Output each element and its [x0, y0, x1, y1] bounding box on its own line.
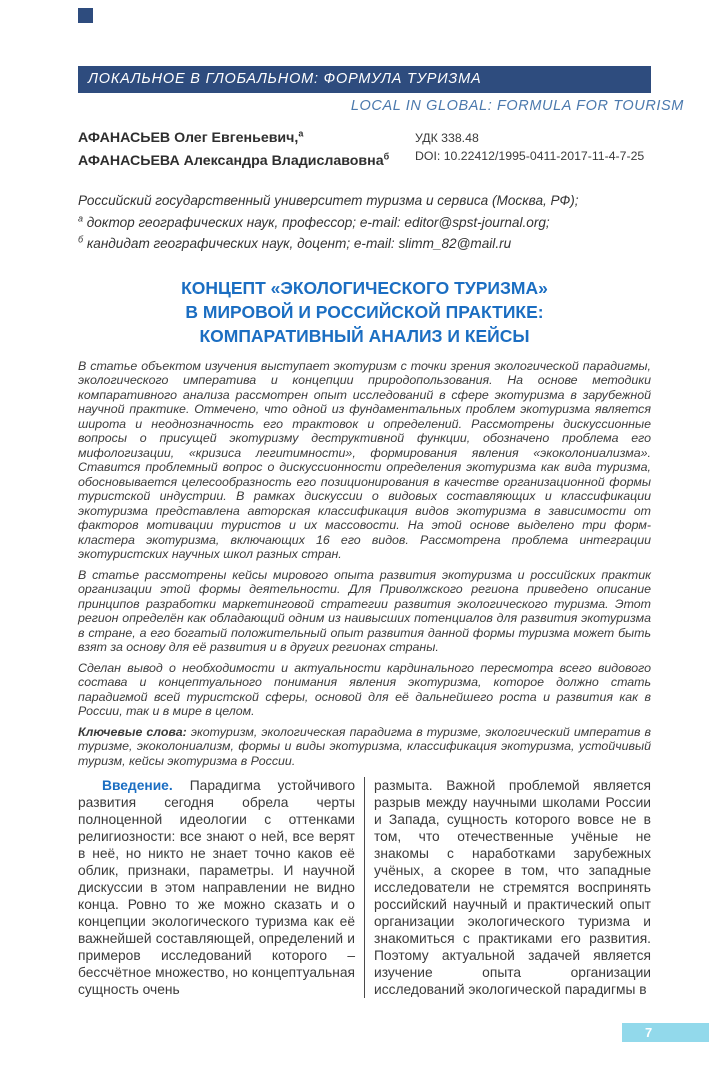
body-paragraph	[78, 777, 355, 998]
section-title-ru: ЛОКАЛЬНОЕ В ГЛОБАЛЬНОМ: ФОРМУЛА ТУРИЗМА	[88, 71, 482, 87]
affiliation-note: $^а$ доктор географических наук, профессор; e-mail: editor@spst-journal.org;	[78, 212, 550, 230]
body-columns	[78, 777, 651, 998]
body-text-right: размыта. Важной проблемой является разрыв между научными школами России и Запада, сущность которого вовсе не в том, что отечественные учёные не знакомы с наработками зарубежных учёных, а скорее в том, что западные исследователи не стремятся воспринять российский научный и практический опыт организации экологического туризма и знакомиться с практиками его развития. Поэтому актуальной задачей является изучение опыта организации исследований экологической парадигмы в	[374, 778, 651, 997]
section-banner	[78, 66, 651, 93]
keywords-paragraph	[78, 725, 651, 769]
author-line: АФАНАСЬЕВА Александра Владиславовна$^б$	[78, 151, 390, 169]
paper-title	[78, 276, 651, 348]
keywords-label: Ключевые слова:	[78, 724, 187, 739]
page-number-badge	[622, 1023, 709, 1042]
paper-title-line: КОНЦЕПТ «ЭКОЛОГИЧЕСКОГО ТУРИЗМА»	[181, 277, 548, 298]
abstract-paragraph: В статье объектом изучения выступает экотуризм с точки зрения экологической парадигмы, экологического императива и концепции природопользования. На основе методики компаративного анализа рассмотрен опыт исследований в сфере экотуризма в зарубежной научной практике. Отмечено, что одной из фундаментальных проблем экотуризма является широта и неоднозначность его трактовок и определений. Рассмотрены дискуссионные вопросы о присущей экотуризму деструктивной функции, обозначено проблема его мифологизации, «кризиса легитимности», формирования явления «экоколониализма». Ставится проблемный вопрос о дискуссионности определения экотуризма как вида туризма, обосновывается целесообразность его позиционирования в качестве организационной формы туристской индустрии. В рамках дискуссии о видовых составляющих и классификации экотуризма представлена авторская классификация видов экотуризма в зависимости от факторов мотивации туристов и их массовости. На этой основе выделено три форм-кластера экотуризма, включающих 16 его видов. Рассмотрена проблема интеграции экотуристских научных школ разных стран.	[78, 358, 651, 561]
abstract-paragraph: Сделан вывод о необходимости и актуальности кардинального пересмотра всего видового состава и концептуального понимания явления экотуризма, которое должно стать парадигмой всей туристской сферы, основой для её дальнейшего роста и развития как в России, так и в мире в целом.	[78, 660, 651, 718]
introduction-heading: Введение.	[102, 778, 173, 793]
paper-title-line: КОМПАРАТИВНЫЙ АНАЛИЗ И КЕЙСЫ	[199, 325, 530, 346]
affiliation-note: $^б$ кандидат географических наук, доцент; e-mail: slimm_82@mail.ru	[78, 234, 512, 251]
article-header	[78, 127, 651, 173]
section-title-en: LOCAL IN GLOBAL: FORMULA FOR TOURISM	[350, 98, 684, 114]
corner-accent-square	[78, 8, 93, 23]
author-affil-mark: а	[298, 128, 304, 139]
author-affil-mark: б	[383, 151, 390, 162]
affiliation-line: Российский государственный университет туризма и сервиса (Москва, РФ);	[78, 193, 579, 208]
abstract-block	[78, 359, 651, 769]
body-column-left	[78, 777, 364, 998]
paper-title-line: В МИРОВОЙ И РОССИЙСКОЙ ПРАКТИКЕ:	[185, 301, 544, 322]
affiliation-block	[78, 190, 651, 255]
body-text-left: Парадигма устойчивого развития сегодня обрела черты полноценной идеологии с оттенками религиозности: все знают о ней, все верят в неё, но никто не знает точно каков её облик, признаки, параметры. И научной дискуссии в этом направлении не видно конца. Ровно то же можно сказать и о концепции экологического туризма как её важнейшей составляющей, определений и примеров исследований которого – бессчётное множество, но концептуальная сущность очень	[78, 778, 355, 997]
page-number: 7	[645, 1025, 653, 1040]
article-meta	[415, 127, 651, 165]
body-column-right	[365, 777, 651, 998]
body-paragraph	[374, 777, 651, 998]
doi-code: DOI: 10.22412/1995-0411-2017-11-4-7-25	[415, 149, 645, 163]
abstract-paragraph: В статье рассмотрены кейсы мирового опыта развития экотуризма и российских практик организации этой формы деятельности. Для Приволжского региона приведено описание принципов разработки маркетинговой стратегии развития экологического туризма. Этот регион определён как обладающий одним из наивысших потенциалов для развития экотуризма в стране, а его богатый положительный опыт развития данной формы туризма может быть взят за основу для её развития и в других регионах страны.	[78, 567, 651, 654]
authors-block	[78, 127, 389, 173]
keywords-text: экотуризм, экологическая парадигма в туризме, экологический императив в туризме, экоколониализм, формы и виды экотуризма, классификация экотуризма, устойчивый туризм, кейсы экотуризма в России.	[78, 724, 651, 768]
author-line: АФАНАСЬЕВ Олег Евгеньевич,$^а$	[78, 128, 304, 146]
udk-code: УДК 338.48	[415, 131, 479, 145]
